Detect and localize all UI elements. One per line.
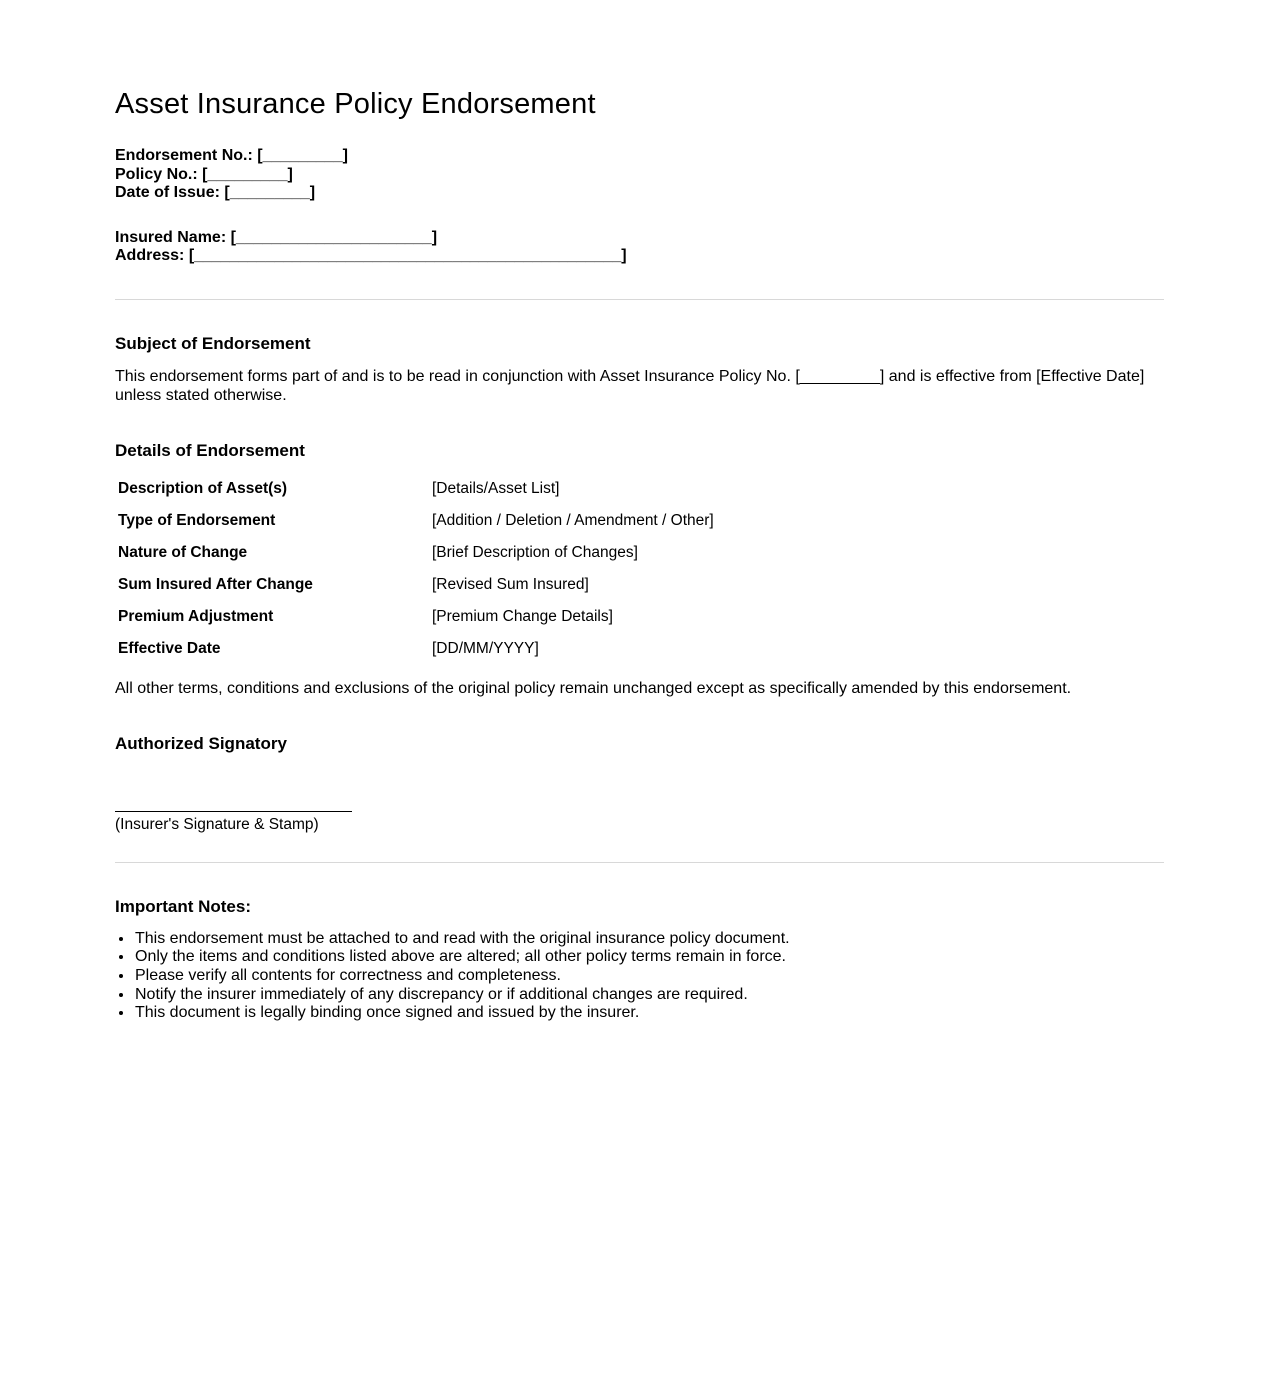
row-value-effective-date: [DD/MM/YYYY] (432, 640, 539, 657)
subject-heading: Subject of Endorsement (115, 333, 311, 353)
signatory-heading: Authorized Signatory (115, 733, 287, 753)
details-heading: Details of Endorsement (115, 440, 305, 460)
row-value-sum-insured-after-change: [Revised Sum Insured] (432, 576, 589, 593)
section-divider-top (115, 299, 1164, 300)
note-item: • This endorsement must be attached to and read with the original insurance policy document. (134, 930, 1164, 949)
field-date-of-issue-label: Date of Issue: (115, 184, 220, 201)
field-insured-name-blank: [______________________] (230, 228, 438, 246)
row-label-nature-of-change: Nature of Change (118, 544, 248, 561)
field-endorsement-no-label: Endorsement No.: (115, 147, 253, 164)
section-divider-bottom (115, 862, 1164, 863)
field-policy-no-label: Policy No.: (115, 165, 198, 183)
signature-line (115, 811, 352, 812)
details-table (115, 473, 714, 665)
page-title: Asset Insurance Policy Endorsement (115, 88, 596, 120)
notes-list (115, 930, 1164, 1024)
table-row (115, 569, 714, 601)
field-policy-no-blank: [_________] (202, 165, 293, 183)
insured-fields (115, 229, 1164, 266)
table-row (115, 537, 714, 569)
row-label-premium-adjustment: Premium Adjustment (118, 608, 274, 625)
row-label-type-of-endorsement: Type of Endorsement (118, 512, 276, 529)
notes-heading: Important Notes: (115, 896, 251, 916)
note-item: • Notify the insurer immediately of any discrepancy or if additional changes are required. (134, 986, 1164, 1005)
note-item: • This document is legally binding once signed and issued by the insurer. (134, 1004, 1164, 1023)
row-value-description-of-assets: [Details/Asset List] (432, 480, 560, 497)
document-page (0, 88, 1278, 1388)
row-label-description-of-assets: Description of Asset(s) (118, 480, 288, 497)
field-endorsement-no-blank: [_________] (257, 147, 348, 164)
signature-caption: (Insurer's Signature & Stamp) (115, 815, 319, 833)
table-row (115, 601, 714, 633)
row-label-effective-date: Effective Date (118, 640, 221, 657)
field-endorsement-no (115, 147, 1164, 166)
table-row (115, 505, 714, 537)
field-insured-name (115, 229, 1164, 248)
table-row (115, 473, 714, 505)
row-value-premium-adjustment: [Premium Change Details] (432, 608, 613, 625)
field-address-label: Address: (115, 247, 185, 264)
subject-body: This endorsement forms part of and is to be read in conjunction with Asset Insurance Policy No. [_________] and is effective from [Effective Date] unless stated otherwise. (115, 367, 1145, 404)
header-fields (115, 147, 1164, 203)
field-policy-no (115, 166, 1164, 185)
field-date-of-issue-blank: [_________] (224, 184, 316, 201)
note-item: • Only the items and conditions listed above are altered; all other policy terms remain in force. (134, 948, 1164, 967)
terms-note: All other terms, conditions and exclusions of the original policy remain unchanged except as specifically amended by this endorsement. (115, 679, 1072, 697)
table-row (115, 633, 714, 665)
row-label-sum-insured-after-change: Sum Insured After Change (118, 576, 313, 593)
field-date-of-issue (115, 184, 1164, 203)
field-address (115, 247, 1164, 266)
field-address-blank: [________________________________________________] (188, 247, 627, 264)
field-insured-name-label: Insured Name: (115, 228, 227, 246)
note-item: • Please verify all contents for correctness and completeness. (134, 967, 1164, 986)
row-value-type-of-endorsement: [Addition / Deletion / Amendment / Other] (432, 512, 714, 529)
row-value-nature-of-change: [Brief Description of Changes] (432, 544, 638, 561)
